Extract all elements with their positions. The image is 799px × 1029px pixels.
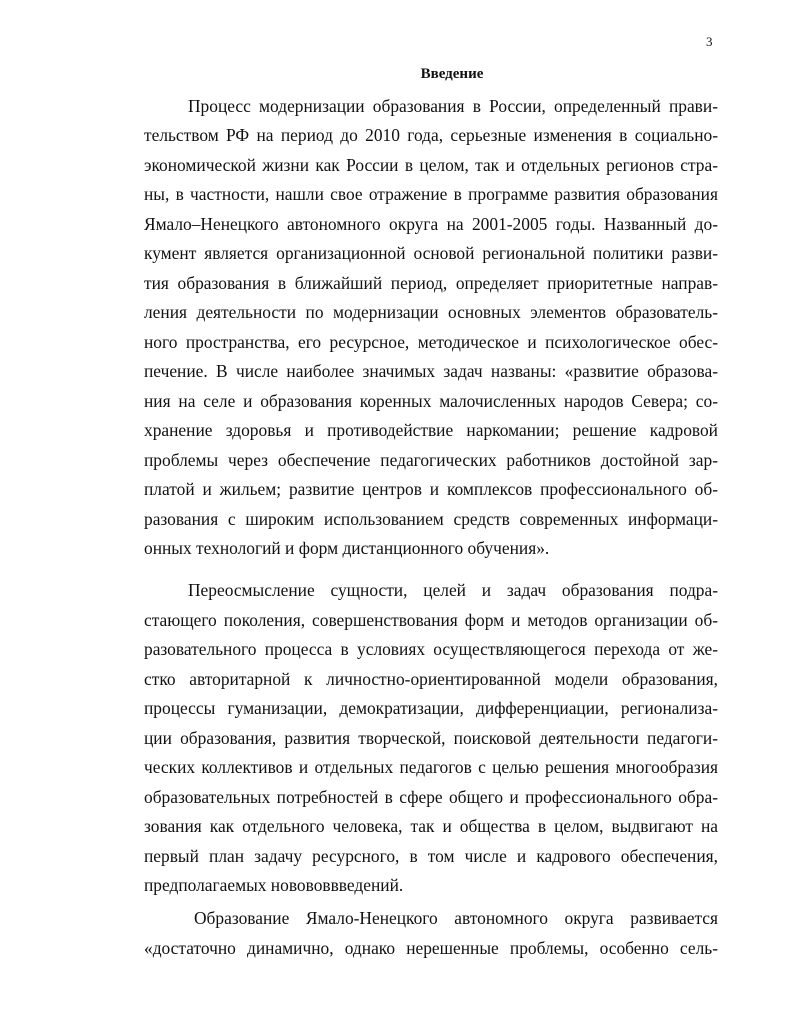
text-line: стко авторитарной к личностно-ориентированной модели образования, xyxy=(144,669,718,689)
text-line: тельством РФ на период до 2010 года, серьезные изменения в социально- xyxy=(144,125,718,145)
text-line: стающего поколения, совершенствования форм и методов организации об- xyxy=(144,610,718,630)
text-line: экономической жизни как России в целом, так и отдельных регионов стра- xyxy=(144,155,718,175)
text-line: разования с широким использованием средств современных информаци- xyxy=(144,509,718,529)
text-line: предполагаемых новововвведений. xyxy=(144,875,404,895)
text-line: ления деятельности по модернизации основных элементов образователь- xyxy=(144,302,718,322)
text-line: первый план задачу ресурсного, в том числе и кадрового обеспечения, xyxy=(144,846,718,866)
text-line: хранение здоровья и противодействие наркомании; решение кадровой xyxy=(144,420,718,440)
text-line: тия образования в ближайший период, определяет приоритетные направ- xyxy=(144,273,718,293)
text-line: Процесс модернизации образования в России, определенный прави- xyxy=(188,96,718,116)
text-line: онных технологий и форм дистанционного обучения». xyxy=(144,538,550,558)
text-line: зования как отдельного человека, так и общества в целом, выдвигают на xyxy=(144,816,718,836)
text-line: процессы гуманизации, демократизации, дифференциации, регионализа- xyxy=(144,698,718,718)
text-line: ческих коллективов и отдельных педагогов с целью решения многообразия xyxy=(144,757,718,777)
text-line: печение. В числе наиболее значимых задач названы: «развитие образова- xyxy=(144,361,718,381)
section-title: Введение xyxy=(420,66,484,82)
text-line: платой и жильем; развитие центров и комплексов профессионального об- xyxy=(144,479,718,499)
page-number: 3 xyxy=(706,34,713,49)
text-line: образовательных потребностей в сфере общего и профессионального обра- xyxy=(144,787,718,807)
text-line: «достаточно динамично, однако нерешенные проблемы, особенно сель- xyxy=(144,938,718,958)
text-line: ния на селе и образования коренных малочисленных народов Севера; со- xyxy=(144,391,718,411)
text-line: Ямало–Ненецкого автономного округа на 2001-2005 годы. Названный до- xyxy=(144,214,718,234)
text-line: проблемы через обеспечение педагогических работников достойной зар- xyxy=(144,450,718,470)
text-line: ны, в частности, нашли свое отражение в программе развития образования xyxy=(144,184,718,204)
text-line: ции образования, развития творческой, поисковой деятельности педагоги- xyxy=(144,728,718,748)
text-line: Переосмысление сущности, целей и задач образования подра- xyxy=(188,580,718,600)
text-line: кумент является организационной основой региональной политики разви- xyxy=(144,243,718,263)
text-line: Образование Ямало-Ненецкого автономного округа развивается xyxy=(194,908,718,928)
text-line: разовательного процесса в условиях осуществляющегося перехода от же- xyxy=(144,639,718,659)
text-line: ного пространства, его ресурсное, методическое и психологическое обес- xyxy=(144,332,718,352)
